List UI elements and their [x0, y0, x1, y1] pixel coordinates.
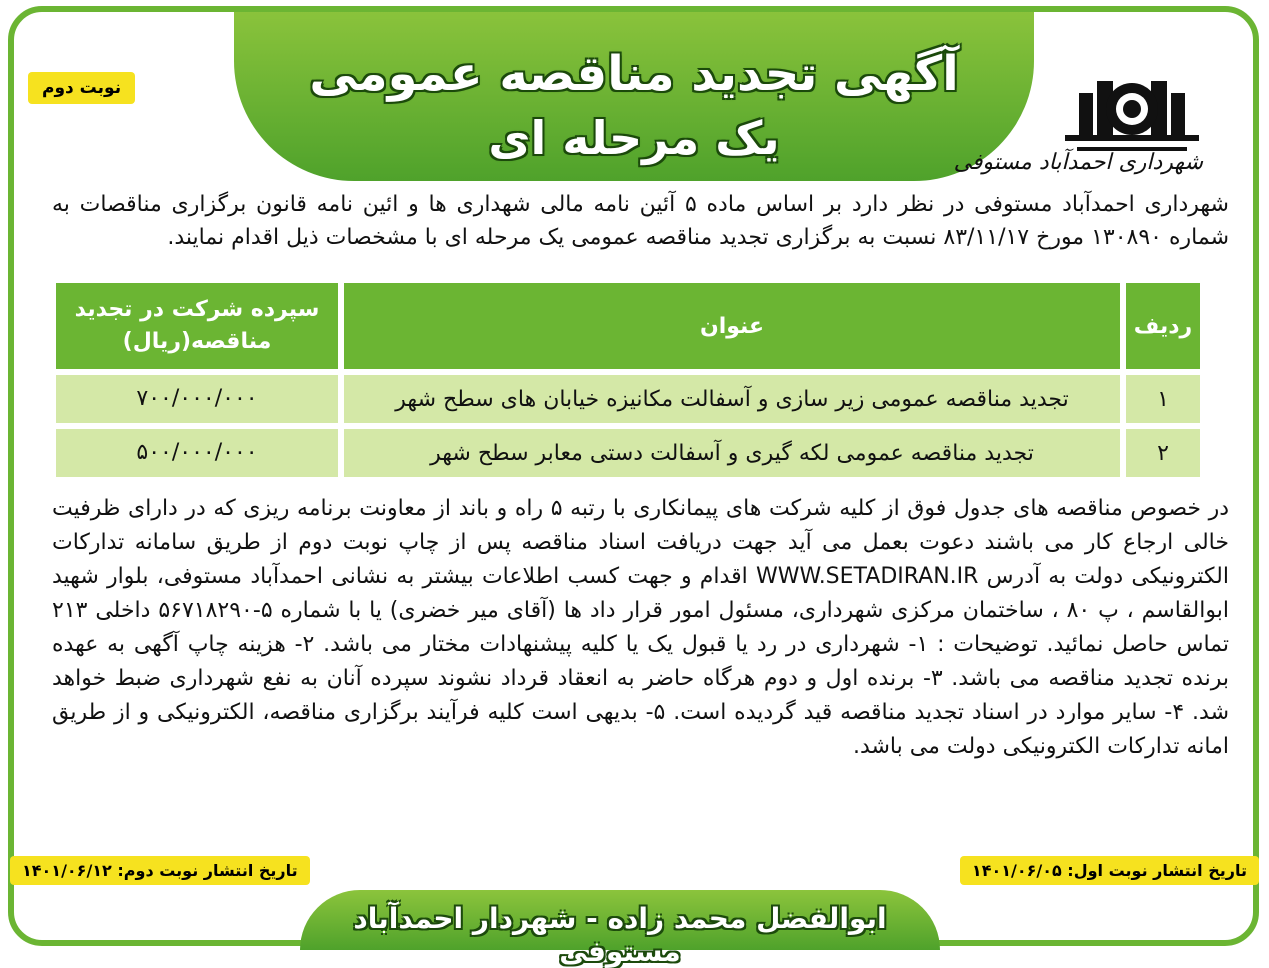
mayor-signature: ابوالفضل محمد زاده - شهردار احمدآباد مستوفی: [353, 902, 887, 968]
logo-caption: شهرداری احمدآباد مستوفی: [953, 150, 1203, 175]
row-number: ۲: [1126, 429, 1200, 477]
table-header-row: [56, 283, 1200, 369]
header-band: [234, 6, 1034, 181]
footer-band: [300, 890, 940, 968]
table-row: [56, 375, 1200, 423]
header-title: عنوان: [344, 283, 1120, 369]
row-number: ۱: [1126, 375, 1200, 423]
body-paragraph: در خصوص مناقصه های جدول فوق از کلیه شرکت های پیمانکاری با رتبه ۵ راه و باند از معاونت برنامه ریزی که در دارای ظرفیت خالی ارجاع کار می باشند دعوت بعمل می آید جهت دریافت اسناد مناقصه پس از چاپ نوبت دوم از طریق سامانه تدارکات الکترونیکی دولت به آدرس WWW.SETADIRAN.IR اقدام و جهت کسب اطلاعات بیشتر به نشانی احمدآباد مستوفی، بلوار شهید ابوالقاسم ، پ ۸۰ ، ساختمان مرکزی شهرداری، مسئول امور قرار داد ها (آقای میر خضری) یا با شماره ۵-۵۶۷۱۸۲۹۰ داخلی ۲۱۳ تماس حاصل نمائید. توضیحات : ۱- شهرداری در رد یا قبول یک یا کلیه پیشنهادات مختار می باشد. ۲- هزینه چاپ آگهی به عهده برنده تجدید مناقصه می باشد. ۳- برنده اول و دوم هرگاه حاضر به انعقاد قرداد نشوند سپرده آنان به نفع شهرداری ضبط خواهد شد. ۴- سایر موارد در اسناد تجدید مناقصه قید گردیده است. ۵- بدیهی است کلیه فرآیند برگزاری مناقصه، الکترونیکی و از طریق امانه تدارکات الکترونیکی دولت می باشد.: [52, 496, 1229, 759]
header-deposit: سپرده شرکت در تجدید مناقصه(ریال): [56, 283, 338, 369]
table-row: [56, 429, 1200, 477]
row-deposit: ۵۰۰/۰۰۰/۰۰۰: [56, 429, 338, 477]
second-publication-date: تاریخ انتشار نوبت دوم: ۱۴۰۱/۰۶/۱۲: [10, 856, 310, 885]
header-row-number: ردیف: [1126, 283, 1200, 369]
round-stamp: نوبت دوم: [28, 72, 135, 104]
row-title: تجدید مناقصه عمومی لکه گیری و آسفالت دستی معابر سطح شهر: [344, 429, 1120, 477]
ad-subtitle: یک مرحله ای: [488, 111, 780, 165]
intro-paragraph: شهرداری احمدآباد مستوفی در نظر دارد بر اساس ماده ۵ آئین نامه مالی شهداری ها و ائین نامه قانون برگزاری مناقصات به شماره ۱۳۰۸۹۰ مورخ ۸۳/۱۱/۱۷ نسبت به برگزاری تجدید مناقصه عمومی یک مرحله ای با مشخصات ذیل اقدام نمایند.: [52, 192, 1229, 250]
tender-table: [50, 277, 1206, 483]
row-title: تجدید مناقصه عمومی زیر سازی و آسفالت مکانیزه خیابان های سطح شهر: [344, 375, 1120, 423]
first-publication-date: تاریخ انتشار نوبت اول: ۱۴۰۱/۰۶/۰۵: [960, 856, 1259, 885]
ad-title: آگهی تجدید مناقصه عمومی: [309, 46, 959, 102]
row-deposit: ۷۰۰/۰۰۰/۰۰۰: [56, 375, 338, 423]
